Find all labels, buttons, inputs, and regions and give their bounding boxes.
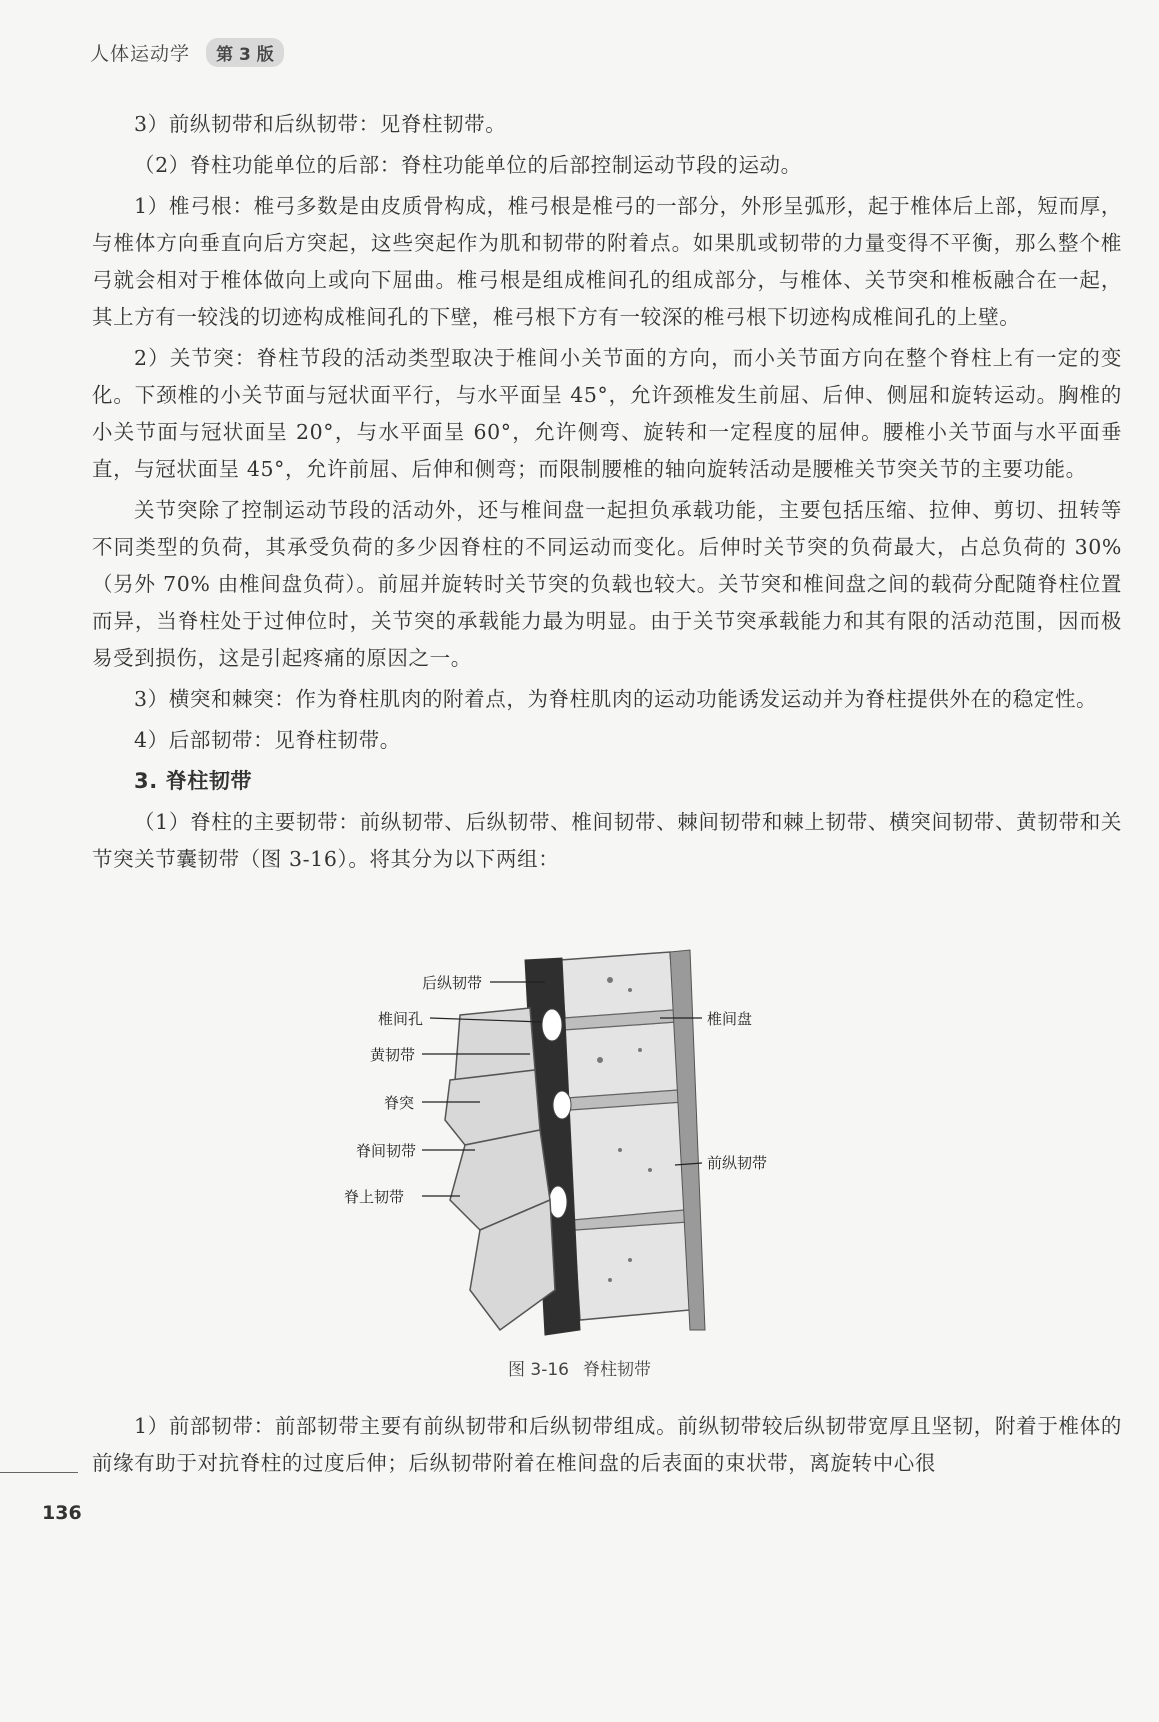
paragraph: （2）脊柱功能单位的后部：脊柱功能单位的后部控制运动节段的运动。 — [134, 153, 802, 177]
paragraph: 关节突除了控制运动节段的活动外，还与椎间盘一起担负承载功能，主要包括压缩、拉伸、剪切、扭转等不同类型的负荷，其承受负荷的多少因脊柱的不同运动而变化。后伸时关节突的负荷最大，占总负荷的 30%（另外 70% 由椎间盘负荷）。前屈并旋转时关节突的负载也较大。关节突和椎间盘之间的载荷分配随脊柱位置而异，当脊柱处于过伸位时，关节突的承载能力最为明显。由于关节突承载能力和其有限的活动范围，因而极易受到损伤，这是引起疼痛的原因之一。 — [92, 498, 1122, 670]
paragraph: 4）后部韧带：见脊柱韧带。 — [134, 728, 401, 752]
label-supraspinous: 脊上韧带 — [344, 1188, 405, 1206]
running-header — [90, 38, 284, 67]
label-spinal-process: 脊突 — [384, 1094, 415, 1112]
paragraph: 3）前纵韧带和后纵韧带：见脊柱韧带。 — [134, 112, 507, 136]
label-ligamentum-flavum: 黄韧带 — [370, 1046, 416, 1064]
label-intervertebral-disc: 椎间盘 — [707, 1010, 753, 1028]
paragraph: 1）前部韧带：前部韧带主要有前纵韧带和后纵韧带组成。前纵韧带较后纵韧带宽厚且坚韧，附着于椎体的前缘有助于对抗脊柱的过度后伸；后纵韧带附着在椎间盘的后表面的束状带，离旋转中心很 — [92, 1414, 1122, 1475]
caption-number: 图 3-16 — [508, 1360, 569, 1380]
main-text — [92, 106, 1122, 882]
paragraph: 1）椎弓根：椎弓多数是由皮质骨构成，椎弓根是椎弓的一部分，外形呈弧形，起于椎体后上部，短而厚，与椎体方向垂直向后方突起，这些突起作为肌和韧带的附着点。如果肌或韧带的力量变得不平衡，那么整个椎弓就会相对于椎体做向上或向下屈曲。椎弓根是组成椎间孔的组成部分，与椎体、关节突和椎板融合在一起，其上方有一较浅的切迹构成椎间孔的下壁，椎弓根下方有一较深的椎弓根下切迹构成椎间孔的上壁。 — [92, 194, 1122, 329]
paragraph: 2）关节突：脊柱节段的活动类型取决于椎间小关节面的方向，而小关节面方向在整个脊柱上有一定的变化。下颈椎的小关节面与冠状面平行，与水平面呈 45°，允许颈椎发生前屈、后伸、侧屈和旋转运动。胸椎的小关节面与冠状面呈 20°，与水平面呈 60°，允许侧弯、旋转和一定程度的屈伸。腰椎小关节面与水平面垂直，与冠状面呈 45°，允许前屈、后伸和侧弯；而限制腰椎的轴向旋转活动是腰椎关节突关节的主要功能。 — [92, 346, 1122, 481]
label-interspinous: 脊间韧带 — [356, 1142, 417, 1160]
label-posterior-longitudinal: 后纵韧带 — [422, 974, 483, 992]
bottom-text — [92, 1408, 1122, 1482]
label-anterior-longitudinal: 前纵韧带 — [707, 1154, 768, 1172]
book-title: 人体运动学 — [90, 43, 191, 65]
figure-caption — [0, 1355, 1159, 1380]
edition-badge: 第 3 版 — [206, 38, 284, 67]
section-heading: 3. 脊柱韧带 — [134, 769, 253, 793]
footer-rule — [0, 1472, 78, 1473]
label-intervertebral-foramen: 椎间孔 — [378, 1010, 424, 1028]
paragraph: 3）横突和棘突：作为脊柱肌肉的附着点，为脊柱肌肉的运动功能诱发运动并为脊柱提供外在的稳定性。 — [134, 687, 1098, 711]
paragraph: （1）脊柱的主要韧带：前纵韧带、后纵韧带、椎间韧带、棘间韧带和棘上韧带、横突间韧带、黄韧带和关节突关节囊韧带（图 3-16）。将其分为以下两组： — [92, 810, 1122, 871]
caption-text: 脊柱韧带 — [583, 1360, 651, 1380]
spine-ligament-figure — [330, 930, 830, 1400]
page-number: 136 — [42, 1502, 82, 1524]
